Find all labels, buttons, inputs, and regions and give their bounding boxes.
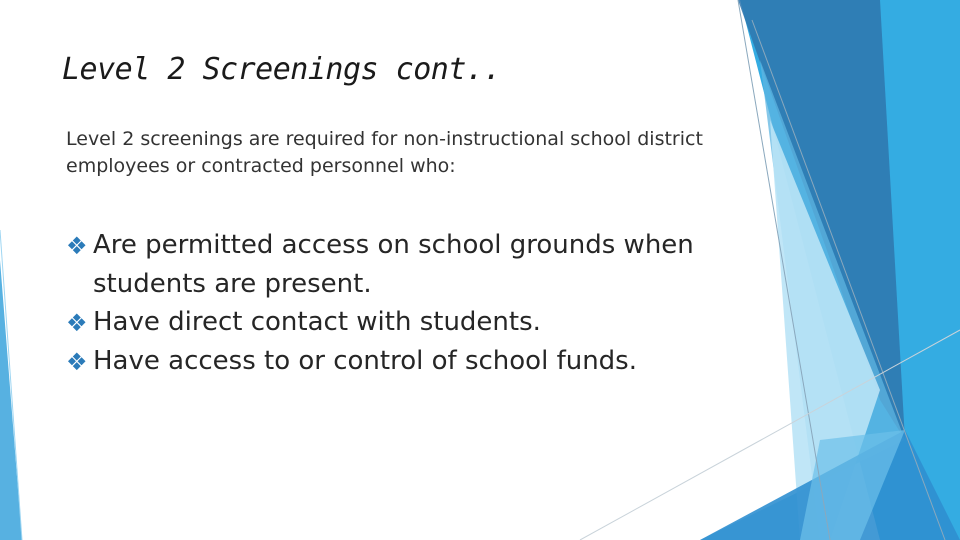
bullet-item — [66, 303, 726, 342]
bullet-text: Have access to or control of school funds. — [93, 345, 637, 376]
intro-text: Level 2 screenings are required for non-instructional school district employees or contracted personnel who: — [66, 128, 703, 177]
bullet-text: Are permitted access on school grounds when students are present. — [93, 230, 694, 299]
bullet-text: Have direct contact with students. — [93, 307, 541, 337]
diamond-bullet-icon: ❖ — [66, 309, 88, 337]
slide-title: Level 2 Screenings cont.. — [62, 52, 502, 87]
diamond-bullet-icon: ❖ — [66, 347, 88, 376]
bullet-item — [66, 226, 726, 303]
diamond-bullet-icon: ❖ — [66, 232, 88, 260]
bullet-item — [66, 342, 726, 381]
bullet-list — [66, 226, 726, 380]
